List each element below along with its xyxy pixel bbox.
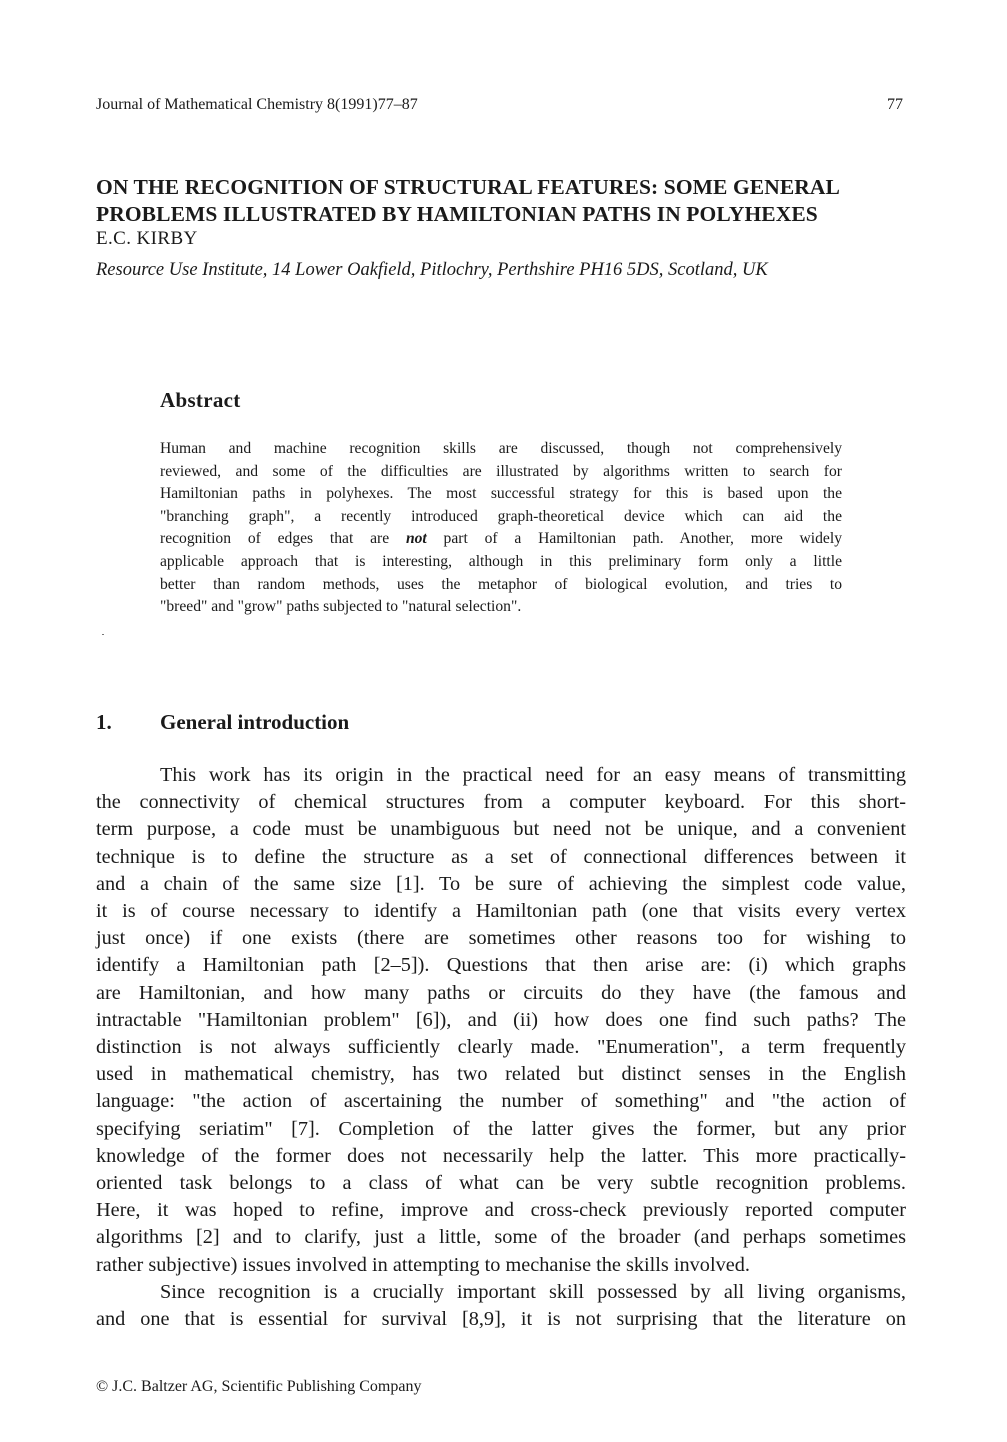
abstract-line: "breed" and "grow" paths subjected to "natural selection".: [160, 598, 522, 616]
body-line: oriented task belongs to a class of what can be very subtle recognition problems.: [96, 1172, 906, 1195]
publisher-footer: © J.C. Baltzer AG, Scientific Publishing Company: [96, 1378, 422, 1395]
body-line: Here, it was hoped to refine, improve and cross-check previously reported computer: [96, 1199, 906, 1222]
body-line: and one that is essential for survival [8,9], it is not surprising that the literature on: [96, 1308, 906, 1331]
abstract-line: Human and machine recognition skills are discussed, though not comprehensively: [160, 440, 842, 457]
body-line: rather subjective) issues involved in attempting to mechanise the skills involved.: [96, 1253, 750, 1276]
body-line: just once) if one exists (there are sometimes other reasons too for wishing to: [96, 927, 906, 950]
section-body: [96, 762, 906, 1333]
body-line: distinction is not always sufficiently clearly made. "Enumeration", a term frequently: [96, 1036, 906, 1059]
journal-citation: Journal of Mathematical Chemistry 8(1991)77–87: [96, 96, 418, 113]
author-affiliation: Resource Use Institute, 14 Lower Oakfield, Pitlochry, Perthshire PH16 5DS, Scotland, UK: [96, 260, 768, 280]
emphasis-not: not: [405, 530, 427, 548]
abstract-line: "branching graph", a recently introduced graph-theoretical device which can aid the: [160, 507, 842, 525]
body-line: term purpose, a code must be unambiguous but need not be unique, and a convenient: [96, 818, 906, 841]
body-line: knowledge of the former does not necessarily help the latter. This more practically-: [96, 1144, 906, 1167]
page-number: 77: [887, 96, 903, 113]
body-line: language: "the action of ascertaining the number of something" and "the action of: [96, 1090, 906, 1113]
body-line: used in mathematical chemistry, has two related but distinct senses in the English: [96, 1063, 906, 1086]
body-line: Since recognition is a crucially important skill possessed by all living organisms,: [160, 1280, 906, 1303]
body-line: This work has its origin in the practical need for an easy means of transmitting: [160, 764, 906, 786]
abstract-line: applicable approach that is interesting, although in this preliminary form only a little: [160, 552, 842, 570]
body-line: technique is to define the structure as a set of connectional differences between it: [96, 845, 906, 868]
body-line: intractable "Hamiltonian problem" [6]), and (ii) how does one find such paths? The: [96, 1008, 906, 1031]
section-title: General introduction: [160, 710, 350, 734]
body-line: identify a Hamiltonian path [2–5]). Questions that then arise are: (i) which graphs: [96, 954, 906, 977]
section-number: 1.: [96, 710, 112, 734]
body-line: and a chain of the same size [1]. To be sure of achieving the simplest code value,: [96, 872, 906, 895]
abstract-line: better than random methods, uses the metaphor of biological evolution, and tries to: [160, 575, 842, 593]
running-head: [96, 96, 903, 116]
title-line: PROBLEMS ILLUSTRATED BY HAMILTONIAN PATHS IN POLYHEXES: [96, 202, 818, 226]
abstract-heading: Abstract: [160, 388, 241, 412]
body-line: specifying seriatim" [7]. Completion of the latter gives the former, but any prior: [96, 1117, 906, 1140]
abstract-line: recognition of edges that are not part of a Hamiltonian path. Another, more widely: [160, 530, 842, 548]
scan-artifact: [102, 634, 104, 635]
abstract-line: Hamiltonian paths in polyhexes. The most successful strategy for this is based upon the: [160, 485, 842, 503]
body-line: it is of course necessary to identify a Hamiltonian path (one that visits every vertex: [96, 900, 906, 923]
abstract-body: [160, 438, 842, 619]
article-title: [96, 174, 906, 228]
body-line: are Hamiltonian, and how many paths or circuits do they have (the famous and: [96, 981, 906, 1004]
title-line: ON THE RECOGNITION OF STRUCTURAL FEATURES: SOME GENERAL: [96, 175, 840, 199]
body-line: the connectivity of chemical structures from a computer keyboard. For this short-: [96, 791, 906, 814]
author-name: E.C. KIRBY: [96, 228, 198, 249]
section-heading: [96, 710, 349, 735]
body-line: algorithms [2] and to clarify, just a little, some of the broader (and perhaps sometimes: [96, 1226, 906, 1249]
abstract-line: reviewed, and some of the difficulties are illustrated by algorithms written to search for: [160, 462, 842, 480]
